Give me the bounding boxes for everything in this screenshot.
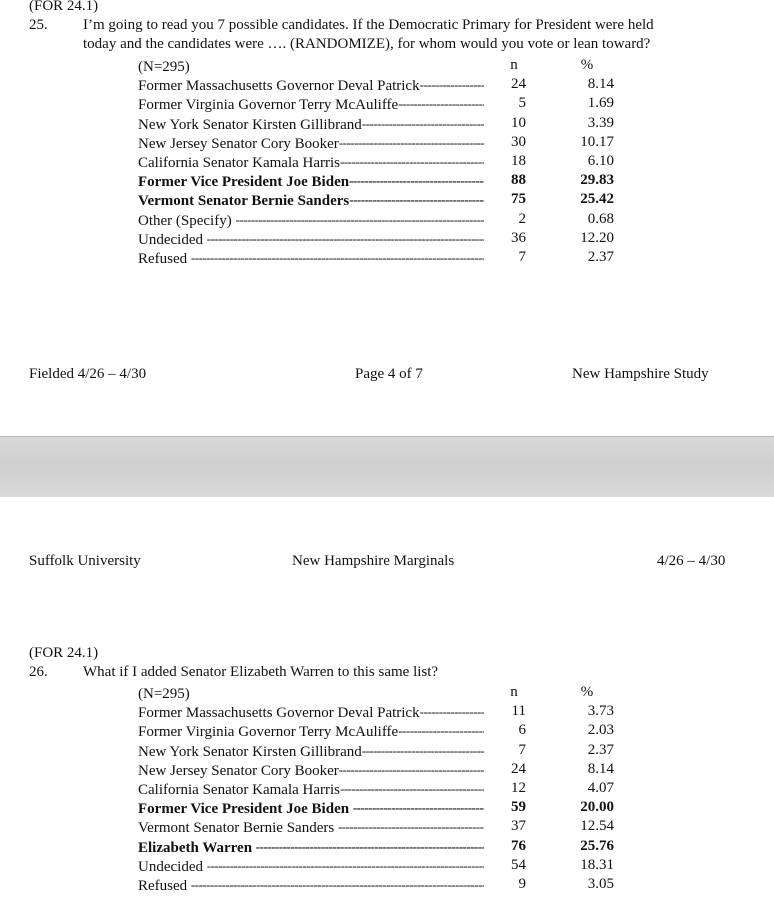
count-value: 37 [484,817,526,836]
table-row [138,817,658,836]
count-value: 24 [484,75,526,94]
percent-value: 2.37 [587,248,614,265]
candidate-label: Former Massachusetts Governor Deval Patrick ----- [138,702,524,723]
page-separator [0,436,774,498]
percent-value: 18.31 [580,856,614,873]
candidate-label: New Jersey Senator Cory Booker ----- [138,133,524,154]
percent-value: 8.14 [587,76,614,93]
count-value: 7 [484,248,526,267]
candidate-label: Former Vice President Joe Biden ----- [138,798,524,819]
percent-value: 2.37 [587,741,614,758]
percent-value: 0.68 [587,210,614,227]
sample-size: (N=295) [138,686,190,702]
candidate-label: Refused ----- [138,875,524,896]
question-number: 25. [29,17,48,33]
table-row [138,760,658,779]
percent-value: 25.76 [580,837,614,854]
count-value: 88 [484,171,526,190]
table-row [138,229,658,248]
question-text-line2: today and the candidates were …. (RANDOMIZE), for whom would you vote or lean toward? [83,36,651,52]
candidate-label: New York Senator Kirsten Gillibrand ----- [138,741,524,762]
question-text-line1: I’m going to read you 7 possible candidates. If the Democratic Primary for President were held [83,17,654,33]
table-row [138,779,658,798]
candidate-label: Former Virginia Governor Terry McAuliffe ----- [138,94,524,115]
table-row [138,152,658,171]
table-row [138,114,658,133]
candidate-label: New York Senator Kirsten Gillibrand ----- [138,114,524,135]
percent-value: 6.10 [587,152,614,169]
table-row [138,798,658,817]
candidate-label: Undecided ----- [138,229,524,250]
col-n-header: n [500,683,526,702]
footer-fielded: Fielded 4/26 – 4/30 [29,366,147,382]
question-number: 26. [29,664,48,680]
count-value: 10 [484,114,526,133]
table-row [138,75,658,94]
table-row [138,190,658,209]
candidate-label: New Jersey Senator Cory Booker ----- [138,760,524,781]
count-value: 18 [484,152,526,171]
count-value: 9 [484,875,526,894]
table-row [138,171,658,190]
percent-value: 25.42 [580,191,614,208]
percent-value: 8.14 [587,760,614,777]
candidate-label: Former Virginia Governor Terry McAuliffe ----- [138,721,524,742]
table-row [138,702,658,721]
page-4 [0,0,774,436]
count-value: 5 [484,94,526,113]
percent-value: 20.00 [580,799,614,816]
header-organization: Suffolk University [29,553,141,569]
count-value: 30 [484,133,526,152]
table-row [138,856,658,875]
question-text-line1: What if I added Senator Elizabeth Warren to this same list? [83,664,439,680]
candidate-label: California Senator Kamala Harris ----- [138,779,524,800]
count-value: 54 [484,856,526,875]
candidate-label: Former Massachusetts Governor Deval Patrick ----- [138,75,524,96]
table-row [138,248,658,267]
header-dates: 4/26 – 4/30 [657,553,726,569]
count-value: 12 [484,779,526,798]
table-row [138,94,658,113]
col-n-header: n [500,56,526,75]
count-value: 11 [484,702,526,721]
candidate-label: Other (Specify) ----- [138,210,524,231]
count-value: 59 [484,798,526,817]
percent-value: 29.83 [580,172,614,189]
candidate-label: California Senator Kamala Harris ----- [138,152,524,173]
table-row [138,210,658,229]
prev-question-label: (FOR 24.1) [29,645,99,661]
count-value: 7 [484,741,526,760]
percent-value: 1.69 [587,95,614,112]
header-title: New Hampshire Marginals [292,553,455,569]
table-header [138,56,658,75]
count-value: 6 [484,721,526,740]
table-row [138,741,658,760]
percent-value: 10.17 [580,133,614,150]
percent-value: 3.73 [587,703,614,720]
prev-question-label: (FOR 24.1) [29,0,99,14]
col-pct-header: % [580,684,594,700]
percent-value: 3.39 [587,114,614,131]
candidate-label: Vermont Senator Bernie Sanders ----- [138,190,524,211]
candidate-label: Former Vice President Joe Biden ----- [138,171,524,192]
candidate-label: Vermont Senator Bernie Sanders ----- [138,817,524,838]
count-value: 75 [484,190,526,209]
results-table-q25 [138,56,658,267]
table-row [138,721,658,740]
percent-value: 12.20 [580,229,614,246]
table-row [138,133,658,152]
footer-study-name: New Hampshire Study [572,366,709,382]
percent-value: 4.07 [587,779,614,796]
count-value: 76 [484,837,526,856]
footer-page-number: Page 4 of 7 [355,366,423,382]
sample-size: (N=295) [138,59,190,75]
table-header [138,683,658,702]
candidate-label: Refused ----- [138,248,524,269]
table-row [138,875,658,894]
candidate-label: Undecided ----- [138,856,524,877]
page-5 [0,497,774,900]
table-row [138,837,658,856]
percent-value: 2.03 [587,722,614,739]
col-pct-header: % [580,57,594,73]
candidate-label: Elizabeth Warren ----- [138,837,524,858]
count-value: 2 [484,210,526,229]
results-table-q26 [138,683,658,894]
count-value: 24 [484,760,526,779]
count-value: 36 [484,229,526,248]
percent-value: 3.05 [587,875,614,892]
percent-value: 12.54 [580,818,614,835]
